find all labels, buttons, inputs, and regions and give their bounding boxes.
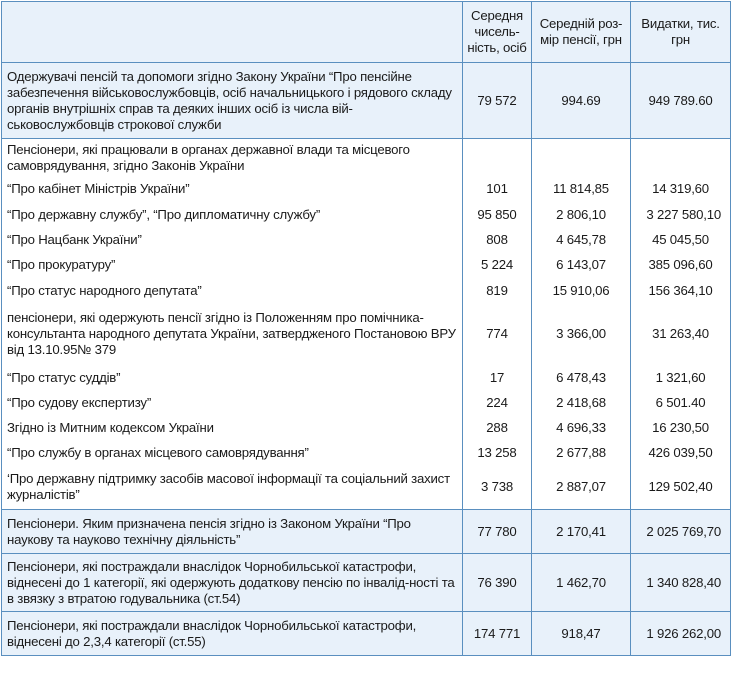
table-row [2,63,731,139]
row-avg: 2 806,10 [532,202,631,228]
table-row [2,253,731,278]
row-exp: 129 502,40 [631,466,731,510]
row-label: “Про державну службу”, “Про дипломатичну службу” [2,202,463,228]
row-exp: 2 025 769,70 [631,510,731,554]
row-count: 95 850 [463,202,532,228]
row-label: Пенсіонери. Яким призначена пенсія згідно із Законом України “Про наукову та науково технічну діяльність” [2,510,463,554]
row-exp: 426 039,50 [631,441,731,466]
row-count: 5 224 [463,253,532,278]
table-row [2,304,731,365]
row-avg: 3 366,00 [532,304,631,365]
row-exp: 31 263,40 [631,304,731,365]
header-expenses: Видатки, тис. грн [631,2,731,63]
table-row [2,466,731,510]
table-row [2,202,731,228]
row-count: 808 [463,228,532,253]
row-count: 13 258 [463,441,532,466]
table-row [2,365,731,391]
row-label: пенсіонери, які одержують пенсії згідно із Положенням про помічника-консультанта народного депутата України, затвердженого Постановою ВРУ від 13.10.95№ 379 [2,304,463,365]
row-avg: 2 170,41 [532,510,631,554]
row-exp: 385 096,60 [631,253,731,278]
row-avg: 6 478,43 [532,365,631,391]
row-count: 79 572 [463,63,532,139]
row-exp: 45 045,50 [631,228,731,253]
row-label: Згідно із Митним кодексом України [2,416,463,441]
row-label: ‘Про державну підтримку засобів масової інформації та соціальний захист журналістів” [2,466,463,510]
row-label: “Про кабінет Міністрів України” [2,177,463,202]
row-count [463,139,532,177]
row-label: Одержувачі пенсій та допомоги згідно Закону України “Про пенсійне забезпечення військовослужбовців, осіб начальницького і рядового складу органів внутрішніх справ та деяких інших осіб із числа вій-ськовослужбовців строкової служби [2,63,463,139]
row-label: “Про службу в органах місцевого самоврядування” [2,441,463,466]
row-exp: 3 227 580,10 [631,202,731,228]
row-count: 774 [463,304,532,365]
row-label: Пенсіонери, які постраждали внаслідок Чорнобильської катастрофи, віднесені до 2,3,4 категорії (ст.55) [2,612,463,656]
row-count: 101 [463,177,532,202]
row-count: 77 780 [463,510,532,554]
pension-table [1,1,731,656]
row-label: Пенсіонери, які працювали в органах державної влади та місцевого самоврядування, згідно Законів України [2,139,463,177]
row-exp: 949 789.60 [631,63,731,139]
row-avg: 2 887,07 [532,466,631,510]
row-count: 3 738 [463,466,532,510]
row-exp: 16 230,50 [631,416,731,441]
row-avg: 1 462,70 [532,554,631,612]
row-count: 224 [463,391,532,416]
row-avg: 918,47 [532,612,631,656]
row-count: 17 [463,365,532,391]
table-row [2,177,731,202]
row-exp: 6 501.40 [631,391,731,416]
row-label: “Про статус суддів” [2,365,463,391]
row-avg [532,139,631,177]
table-row [2,441,731,466]
header-avg-pension: Середній роз-мір пенсії, грн [532,2,631,63]
row-label: “Про судову експертизу” [2,391,463,416]
row-avg: 4 645,78 [532,228,631,253]
table-row [2,139,731,177]
table-row [2,416,731,441]
row-avg: 2 677,88 [532,441,631,466]
row-count: 819 [463,278,532,304]
row-avg: 2 418,68 [532,391,631,416]
row-label: “Про Нацбанк України” [2,228,463,253]
row-label: Пенсіонери, які постраждали внаслідок Чорнобильської катастрофи, віднесені до 1 категорії, які одержують додаткову пенсію по інвалід-ності та в звязку з втратою годувальника (ст.54) [2,554,463,612]
row-avg: 15 910,06 [532,278,631,304]
row-count: 288 [463,416,532,441]
row-exp [631,139,731,177]
table-row [2,228,731,253]
row-avg: 6 143,07 [532,253,631,278]
row-count: 76 390 [463,554,532,612]
row-exp: 1 321,60 [631,365,731,391]
header-label-cell [2,2,463,63]
header-row [2,2,731,63]
row-exp: 1 340 828,40 [631,554,731,612]
row-avg: 994.69 [532,63,631,139]
row-label: “Про прокуратуру” [2,253,463,278]
row-avg: 4 696,33 [532,416,631,441]
row-count: 174 771 [463,612,532,656]
table-row [2,612,731,656]
table-row [2,391,731,416]
table-row [2,510,731,554]
row-exp: 1 926 262,00 [631,612,731,656]
row-avg: 11 814,85 [532,177,631,202]
row-exp: 14 319,60 [631,177,731,202]
table-row [2,278,731,304]
row-exp: 156 364,10 [631,278,731,304]
table-row [2,554,731,612]
row-label: “Про статус народного депутата” [2,278,463,304]
header-count: Середня чисель-ність, осіб [463,2,532,63]
